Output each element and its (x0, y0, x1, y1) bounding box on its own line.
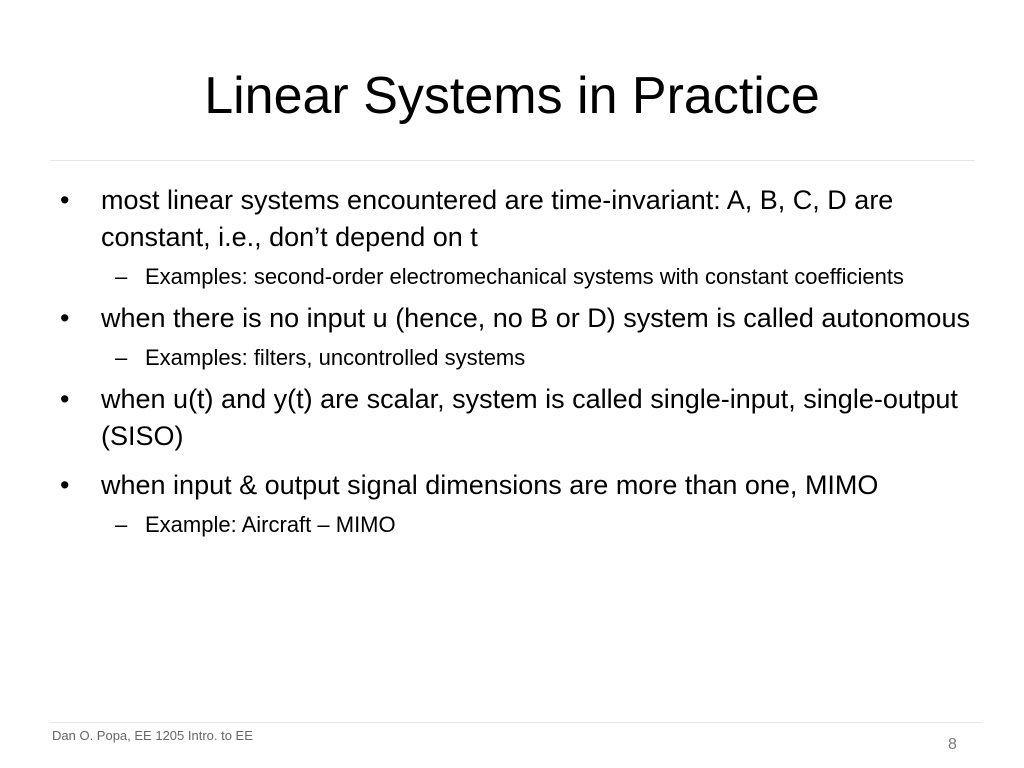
footer-divider (50, 722, 982, 723)
page-number: 8 (948, 736, 957, 753)
bullet-icon: • (60, 185, 70, 215)
footer-text: Dan O. Popa, EE 1205 Intro. to EE (52, 728, 253, 743)
sub-bullet-item (101, 343, 980, 373)
sub-bullet-text: Examples: filters, uncontrolled systems (145, 345, 526, 370)
sub-bullet-list (101, 510, 980, 540)
sub-bullet-item (101, 262, 980, 292)
bullet-list (60, 182, 980, 548)
bullet-item (60, 182, 980, 292)
sub-bullet-text: Example: Aircraft – MIMO (145, 512, 396, 537)
title-divider (50, 160, 975, 161)
bullet-item (60, 381, 980, 455)
dash-icon: – (115, 345, 128, 370)
sub-bullet-text: Examples: second-order electromechanical systems with constant coefficients (145, 264, 904, 289)
bullet-icon: • (60, 470, 70, 500)
bullet-text: when there is no input u (hence, no B or D) system is called autonomous (101, 303, 970, 333)
bullet-item (60, 300, 980, 373)
dash-icon: – (115, 264, 128, 289)
sub-bullet-list (101, 343, 980, 373)
bullet-item (60, 467, 980, 540)
bullet-text: most linear systems encountered are time-invariant: A, B, C, D are constant, i.e., don’t depend on t (101, 185, 894, 252)
bullet-icon: • (60, 303, 70, 333)
bullet-icon: • (60, 384, 70, 414)
slide-title: Linear Systems in Practice (204, 67, 820, 125)
sub-bullet-item (101, 510, 980, 540)
bullet-text: when input & output signal dimensions are more than one, MIMO (101, 470, 879, 500)
sub-bullet-list (101, 262, 980, 292)
bullet-text: when u(t) and y(t) are scalar, system is called single-input, single-output (SISO) (101, 384, 958, 451)
dash-icon: – (115, 512, 128, 537)
